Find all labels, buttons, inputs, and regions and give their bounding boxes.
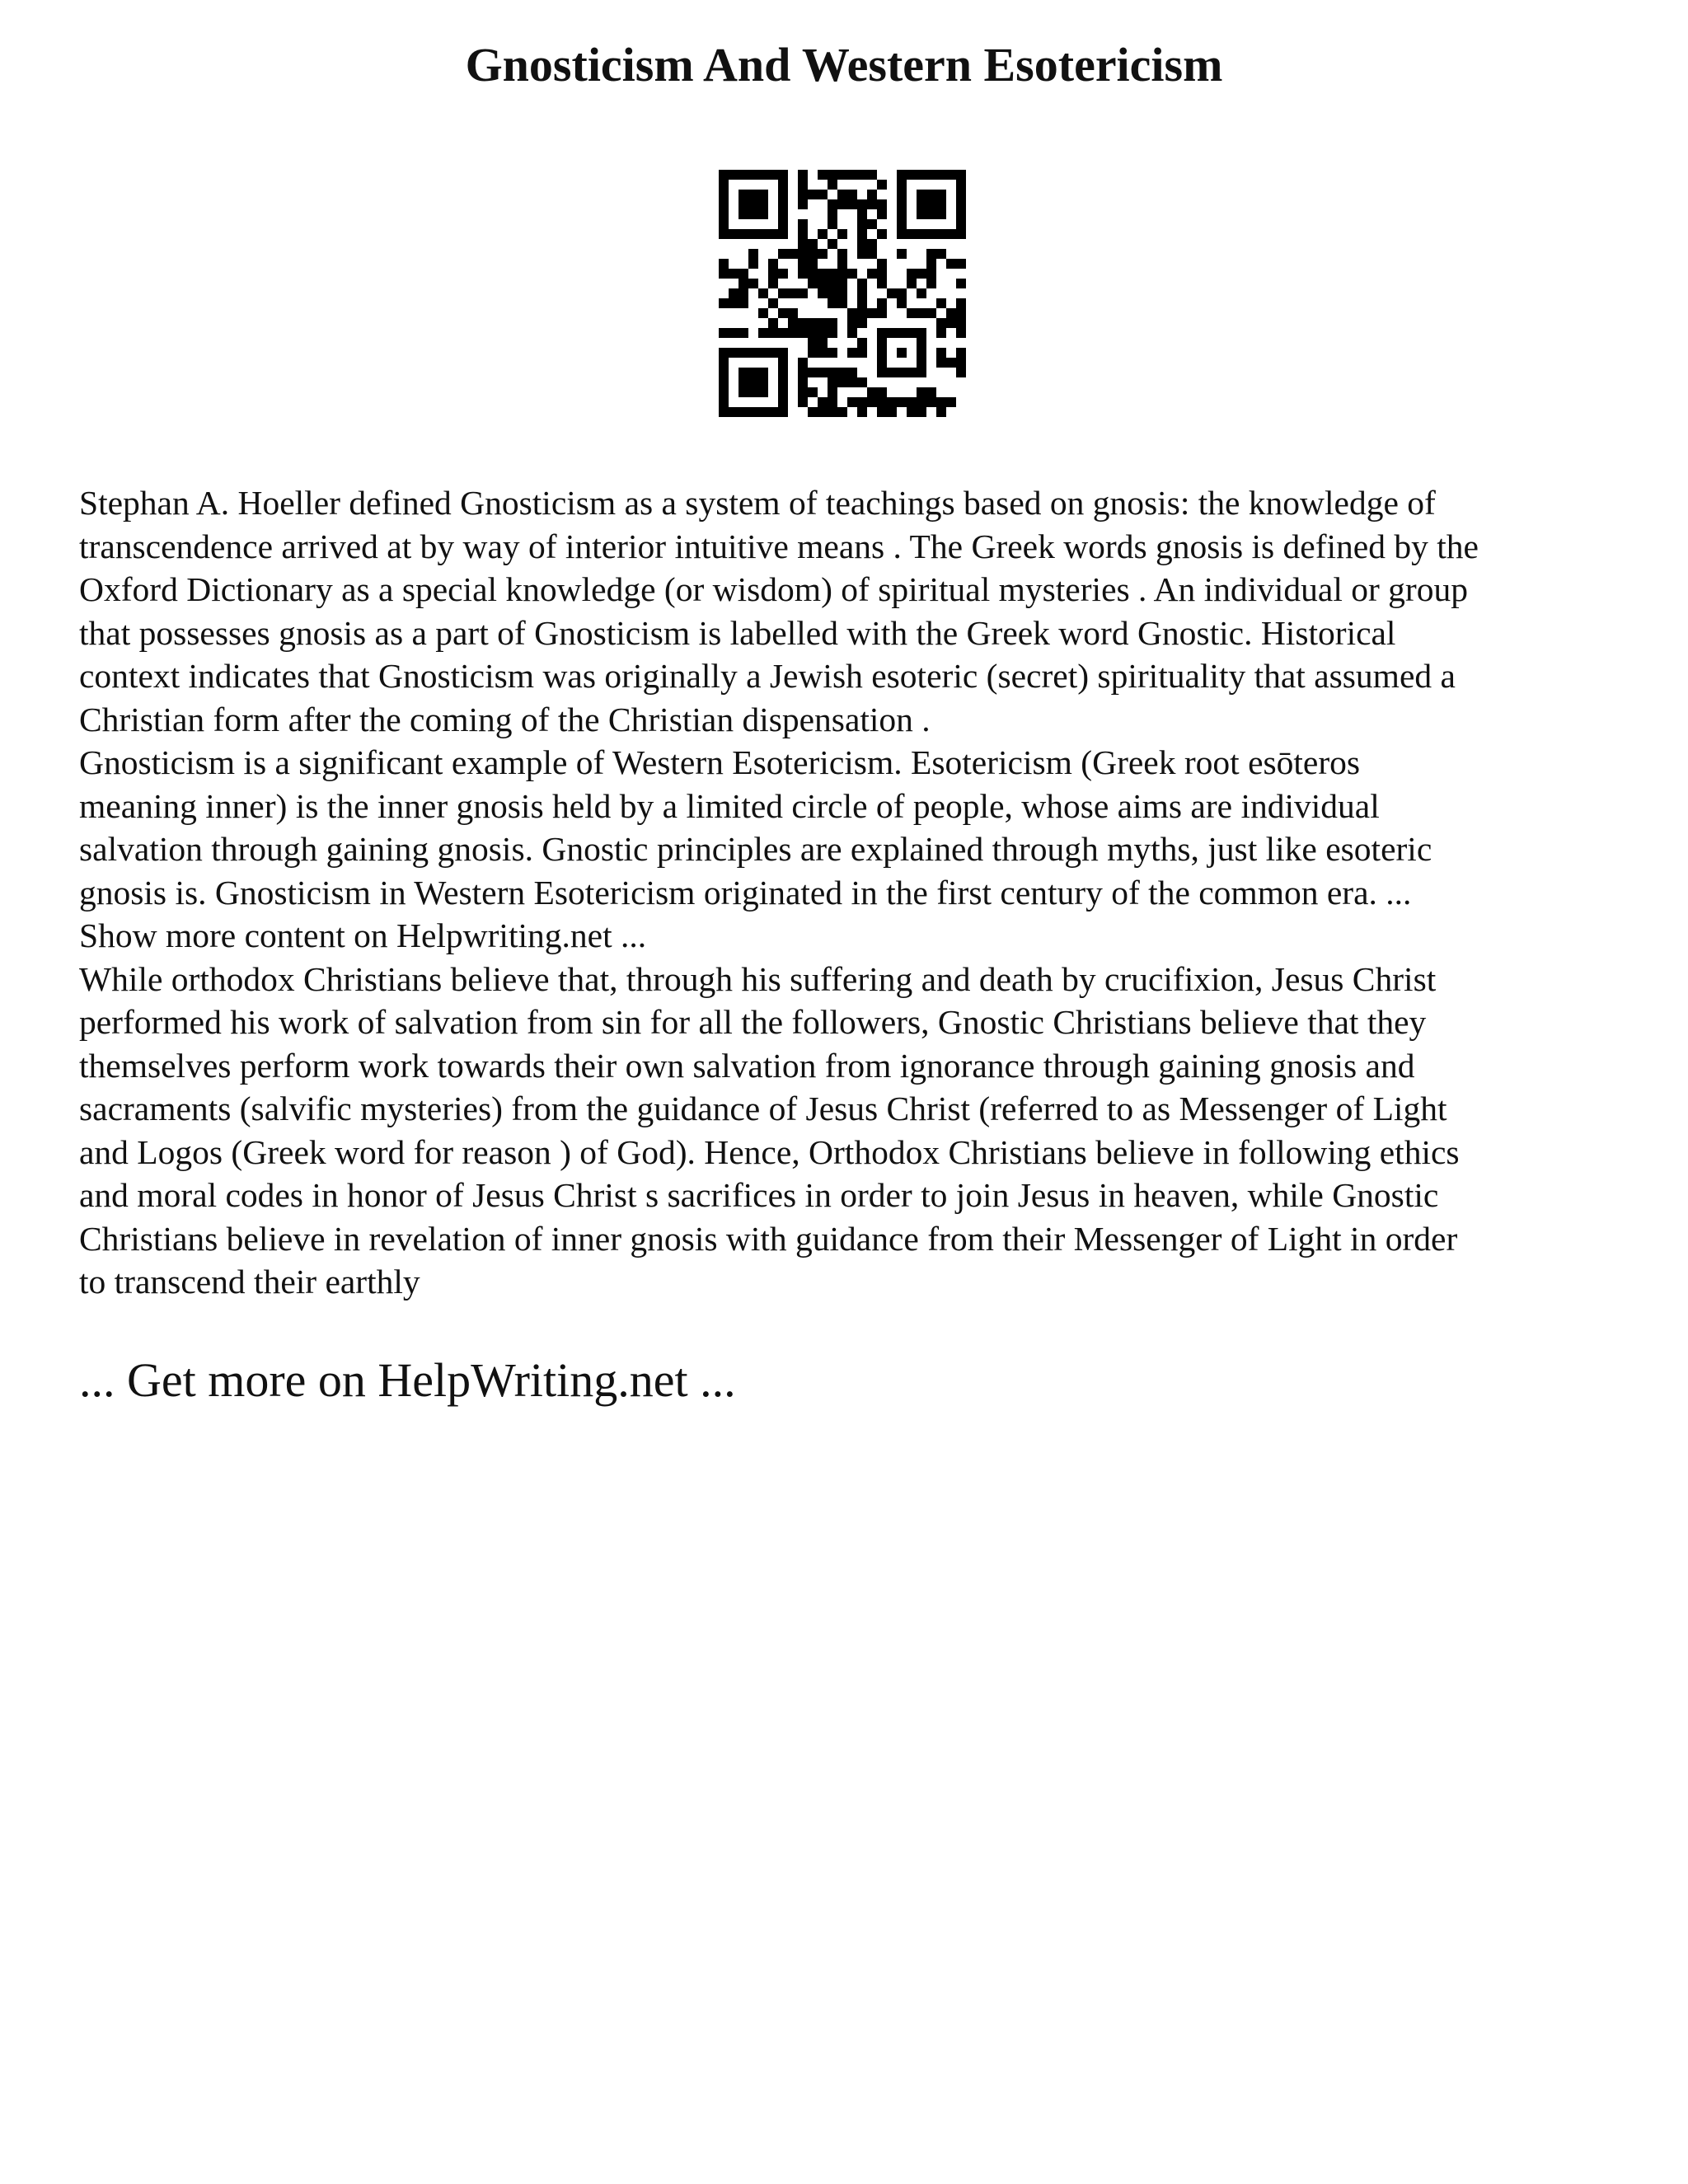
paragraph — [79, 958, 1629, 1304]
qr-module — [837, 298, 847, 308]
qr-module — [936, 348, 946, 358]
qr-module — [828, 298, 837, 308]
qr-module — [867, 199, 877, 209]
qr-module — [798, 239, 808, 249]
qr-module — [867, 308, 877, 318]
paragraph — [79, 741, 1629, 958]
qr-module — [828, 407, 837, 417]
text-line: Oxford Dictionary as a special knowledge (or wisdom) of spiritual mysteries . An individual or group — [79, 570, 1469, 608]
qr-module — [847, 368, 857, 377]
qr-module — [877, 259, 887, 269]
text-line: and moral codes in honor of Jesus Christ s sacrifices in order to join Jesus in heaven, while Gnostic — [79, 1176, 1439, 1214]
qr-module — [818, 229, 828, 239]
qr-module — [768, 269, 778, 279]
qr-module — [887, 288, 897, 298]
qr-module — [758, 308, 768, 318]
qr-module — [837, 199, 847, 209]
qr-module — [818, 328, 828, 338]
qr-module — [837, 190, 847, 199]
qr-module — [837, 229, 847, 239]
text-line: Stephan A. Hoeller defined Gnosticism as a system of teachings based on gnosis: the knowledge of — [79, 484, 1436, 522]
qr-module — [828, 180, 837, 190]
show-more-link[interactable]: Show more content on Helpwriting.net ... — [79, 916, 647, 954]
text-line: While orthodox Christians believe that, through his suffering and death by crucifixion, Jesus Christ — [79, 959, 1437, 998]
qr-module — [897, 298, 907, 308]
text-line: sacraments (salvific mysteries) from the guidance of Jesus Christ (referred to as Messenger of Light — [79, 1090, 1447, 1127]
qr-module — [778, 328, 788, 338]
qr-module — [798, 249, 808, 259]
qr-module — [867, 219, 877, 229]
qr-module — [857, 199, 867, 209]
qr-module — [877, 279, 887, 288]
qr-module — [729, 328, 738, 338]
qr-module — [917, 269, 926, 279]
qr-module — [956, 368, 966, 377]
qr-module — [768, 298, 778, 308]
qr-module — [857, 318, 867, 328]
qr-module — [867, 397, 877, 407]
qr-module — [847, 190, 857, 199]
qr-module — [936, 407, 946, 417]
qr-module — [828, 239, 837, 249]
qr-module — [808, 249, 818, 259]
qr-module — [897, 249, 907, 259]
qr-module — [798, 318, 808, 328]
qr-module — [738, 279, 748, 288]
qr-module — [847, 199, 857, 209]
qr-module — [897, 397, 907, 407]
qr-module — [926, 269, 936, 279]
qr-module — [778, 308, 788, 318]
text-line: Christians believe in revelation of inner gnosis with guidance from their Messenger of Light in order — [79, 1219, 1458, 1258]
qr-module — [808, 338, 818, 348]
qr-module — [719, 328, 729, 338]
qr-module — [857, 249, 867, 259]
qr-module — [877, 180, 887, 190]
qr-module — [828, 199, 837, 209]
qr-module — [917, 397, 926, 407]
qr-module — [946, 358, 956, 368]
qr-module — [808, 328, 818, 338]
qr-module — [837, 259, 847, 269]
qr-module — [758, 328, 768, 338]
qr-module — [936, 358, 946, 368]
qr-module — [818, 170, 828, 180]
qr-module — [847, 318, 857, 328]
qr-module — [719, 298, 729, 308]
qr-module — [788, 288, 798, 298]
text-line: meaning inner) is the inner gnosis held by a limited circle of people, whose aims are individual — [79, 786, 1380, 825]
qr-module — [936, 249, 946, 259]
qr-module — [719, 269, 729, 279]
qr-module — [857, 407, 867, 417]
qr-module — [798, 397, 808, 407]
qr-module — [956, 298, 966, 308]
qr-module — [837, 249, 847, 259]
qr-module — [798, 328, 808, 338]
qr-module — [828, 377, 837, 387]
qr-module — [936, 298, 946, 308]
qr-module — [828, 209, 837, 219]
qr-module — [748, 279, 758, 288]
qr-module — [778, 269, 788, 279]
qr-module — [818, 407, 828, 417]
qr-module — [907, 407, 917, 417]
qr-module — [847, 170, 857, 180]
qr-module — [818, 368, 828, 377]
qr-module — [828, 279, 837, 288]
qr-module — [798, 190, 808, 199]
qr-module — [907, 397, 917, 407]
qr-module — [828, 170, 837, 180]
qr-module — [956, 328, 966, 338]
document-title: Gnosticism And Western Esotericism — [465, 38, 1223, 91]
qr-code — [719, 170, 966, 417]
qr-module — [818, 338, 828, 348]
qr-module — [828, 397, 837, 407]
qr-module — [798, 358, 808, 368]
text-line: themselves perform work towards their own salvation from ignorance through gaining gnosis and — [79, 1046, 1415, 1085]
qr-module — [917, 407, 926, 417]
text-line: and Logos (Greek word for reason ) of God). Hence, Orthodox Christians believe in following ethics — [79, 1132, 1460, 1171]
qr-module — [828, 328, 837, 338]
qr-module — [877, 407, 887, 417]
qr-module — [847, 348, 857, 358]
qr-module — [917, 308, 926, 318]
qr-module — [798, 368, 808, 377]
text-line: to transcend their earthly — [79, 1263, 420, 1301]
qr-module — [946, 259, 956, 269]
article-body — [79, 481, 1629, 1304]
qr-module — [847, 328, 857, 338]
qr-module — [798, 199, 808, 209]
qr-module — [828, 269, 837, 279]
qr-module — [926, 249, 936, 259]
qr-module — [808, 387, 818, 397]
qr-module — [808, 279, 818, 288]
qr-module — [956, 348, 966, 358]
qr-module — [857, 279, 867, 288]
qr-module — [768, 318, 778, 328]
qr-module — [857, 229, 867, 239]
qr-module — [729, 288, 738, 298]
paragraph — [79, 481, 1629, 741]
qr-module — [877, 298, 887, 308]
qr-module — [808, 407, 818, 417]
qr-module — [818, 269, 828, 279]
qr-code-icon — [719, 170, 966, 417]
qr-module — [857, 239, 867, 249]
qr-module — [798, 269, 808, 279]
qr-module — [788, 328, 798, 338]
qr-module — [788, 308, 798, 318]
text-line: Gnosticism is a significant example of Western Esotericism. Esotericism (Greek root esōteros — [79, 743, 1361, 781]
qr-module — [887, 407, 897, 417]
qr-module — [837, 269, 847, 279]
qr-module — [857, 219, 867, 229]
qr-module — [847, 308, 857, 318]
qr-module — [837, 170, 847, 180]
qr-module — [867, 239, 877, 249]
qr-module — [877, 269, 887, 279]
qr-module — [926, 397, 936, 407]
qr-module — [748, 249, 758, 259]
qr-module — [926, 387, 936, 397]
qr-module — [818, 249, 828, 259]
text-line: transcendence arrived at by way of interior intuitive means . The Greek words gnosis is defined by the — [79, 527, 1479, 565]
qr-module — [798, 377, 808, 387]
qr-module — [857, 397, 867, 407]
qr-module — [907, 269, 917, 279]
qr-module — [798, 387, 808, 397]
qr-module — [808, 269, 818, 279]
qr-module — [877, 229, 887, 239]
qr-module — [719, 259, 729, 269]
qr-module — [798, 219, 808, 229]
text-line: context indicates that Gnosticism was originally a Jewish esoteric (secret) spirituality that assumed a — [79, 657, 1456, 695]
qr-module — [907, 308, 917, 318]
qr-module — [768, 279, 778, 288]
qr-module — [946, 397, 956, 407]
text-line: salvation through gaining gnosis. Gnostic principles are explained through myths, just like esoteric — [79, 830, 1432, 868]
qr-module — [828, 387, 837, 397]
text-line: gnosis is. Gnosticism in Western Esotericism originated in the first century of the common era. ... — [79, 873, 1412, 912]
qr-module — [877, 397, 887, 407]
qr-module — [748, 259, 758, 269]
qr-module — [818, 190, 828, 199]
qr-module — [877, 209, 887, 219]
text-line: that possesses gnosis as a part of Gnosticism is labelled with the Greek word Gnostic. Historical — [79, 613, 1396, 652]
qr-module — [926, 308, 936, 318]
qr-module — [956, 308, 966, 318]
qr-module — [798, 259, 808, 269]
qr-module — [857, 338, 867, 348]
qr-module — [936, 397, 946, 407]
qr-module — [729, 269, 738, 279]
qr-module — [956, 259, 966, 269]
qr-module — [907, 279, 917, 288]
qr-module — [729, 298, 738, 308]
qr-module — [837, 368, 847, 377]
qr-module — [837, 288, 847, 298]
qr-module — [946, 308, 956, 318]
qr-module — [828, 348, 837, 358]
qr-module — [857, 348, 867, 358]
qr-module — [857, 308, 867, 318]
qr-module — [818, 348, 828, 358]
qr-module — [818, 397, 828, 407]
text-line: performed his work of salvation from sin for all the followers, Gnostic Christians believe that they — [79, 1003, 1427, 1041]
qr-module — [828, 219, 837, 229]
qr-module — [877, 308, 887, 318]
qr-module — [808, 259, 818, 269]
qr-module — [936, 328, 946, 338]
qr-module — [956, 318, 966, 328]
qr-module — [867, 249, 877, 259]
qr-module — [768, 259, 778, 269]
qr-module — [946, 318, 956, 328]
qr-module — [897, 288, 907, 298]
qr-module — [917, 288, 926, 298]
qr-module — [926, 259, 936, 269]
qr-module — [857, 377, 867, 387]
qr-module — [808, 368, 818, 377]
qr-module — [887, 397, 897, 407]
qr-module — [867, 269, 877, 279]
qr-module — [818, 279, 828, 288]
qr-module — [867, 190, 877, 199]
qr-module — [917, 387, 926, 397]
qr-module — [926, 279, 936, 288]
qr-module — [847, 269, 857, 279]
qr-module — [738, 328, 748, 338]
qr-module — [808, 239, 818, 249]
qr-module — [847, 377, 857, 387]
qr-module — [837, 377, 847, 387]
qr-module — [738, 298, 748, 308]
qr-module — [828, 288, 837, 298]
qr-module — [828, 318, 837, 328]
qr-module — [857, 298, 867, 308]
qr-module — [847, 397, 857, 407]
qr-module — [867, 170, 877, 180]
qr-module — [857, 170, 867, 180]
qr-module — [867, 387, 877, 397]
qr-module — [798, 229, 808, 239]
qr-module — [837, 407, 847, 417]
qr-module — [818, 318, 828, 328]
qr-module — [768, 328, 778, 338]
qr-module — [798, 170, 808, 180]
qr-module — [956, 279, 966, 288]
qr-module — [857, 288, 867, 298]
qr-module — [798, 180, 808, 190]
get-more-link[interactable]: ... Get more on HelpWriting.net ... — [79, 1353, 736, 1407]
qr-module — [808, 348, 818, 358]
qr-module — [788, 249, 798, 259]
qr-module — [837, 279, 847, 288]
qr-module — [877, 199, 887, 209]
qr-module — [818, 288, 828, 298]
qr-module — [808, 190, 818, 199]
qr-module — [778, 249, 788, 259]
qr-module — [738, 269, 748, 279]
text-line: Christian form after the coming of the Christian dispensation . — [79, 700, 931, 738]
qr-module — [956, 358, 966, 368]
qr-module — [936, 318, 946, 328]
qr-module — [758, 288, 768, 298]
qr-module — [857, 209, 867, 219]
qr-module — [788, 318, 798, 328]
qr-module — [738, 288, 748, 298]
qr-module — [877, 387, 887, 397]
qr-module — [778, 288, 788, 298]
qr-module — [828, 368, 837, 377]
qr-module — [808, 318, 818, 328]
qr-module — [798, 288, 808, 298]
